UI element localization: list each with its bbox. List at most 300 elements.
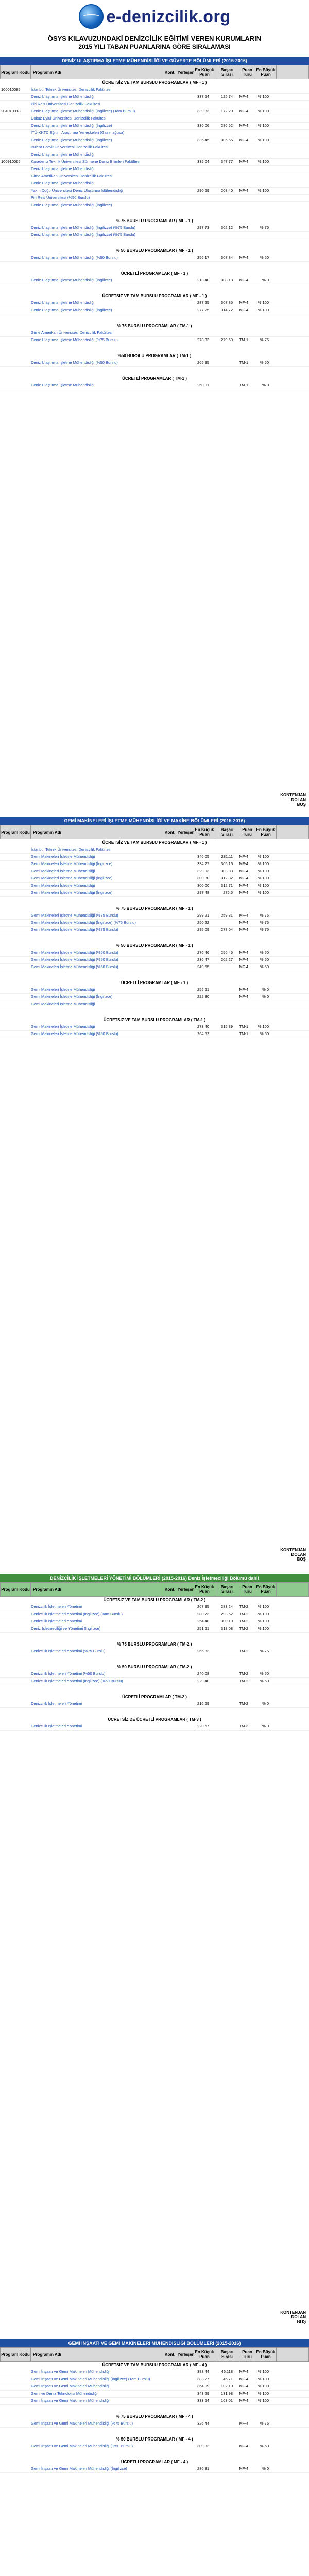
cell-yer	[174, 1671, 190, 1677]
column-p2: Puan Türü	[239, 825, 255, 839]
table-row	[0, 2443, 309, 2450]
cell-puan: 326,44	[197, 2421, 209, 2426]
cell-code	[0, 225, 30, 231]
cell-puan: 300,00	[197, 883, 209, 888]
cell-name[interactable]: Deniz Ulaştırma İşletme Mühendisliği	[31, 94, 95, 99]
cell-name[interactable]: Deniz Ulaştırma İşletme Mühendisliği (İngilizce) (%75 Burslu)	[31, 225, 135, 230]
group-spacer	[0, 2405, 309, 2413]
cell-yer	[174, 2376, 190, 2383]
section-totals	[280, 2310, 306, 2324]
table-row	[0, 255, 309, 262]
cell-name[interactable]: Deniz Ulaştırma İşletme Mühendisliği (İngilizce) (Tam Burslu)	[31, 109, 135, 113]
cell-kont	[159, 1625, 174, 1632]
section-3	[0, 2339, 309, 2576]
cell-name[interactable]: Denizcilik İşletmeleri Yönetimi (%75 Burslu)	[31, 1649, 106, 1653]
cell-s2: % 75	[260, 927, 269, 932]
cell-sira	[210, 173, 234, 180]
cell-puan: 249,55	[197, 964, 209, 969]
cell-name[interactable]: Girne Amerikan Üniversitesi Denizcilik Fakültesi	[31, 330, 113, 335]
cell-p2: MF-4	[239, 964, 248, 969]
cell-name[interactable]: Deniz Ulaştırma İşletme Mühendisliği	[31, 166, 95, 171]
cell-sira: 45.71	[223, 2377, 233, 2381]
cell-p2: MF-4	[239, 957, 248, 962]
cell-puan	[190, 232, 210, 239]
cell-sira: 281.11	[221, 854, 233, 859]
cell-code	[0, 1671, 30, 1677]
cell-yer	[174, 2383, 190, 2390]
cell-name[interactable]: Deniz Ulaştırma İşletme Mühendisliği (İngilizce) (%75 Burslu)	[31, 232, 135, 237]
cell-yer	[174, 166, 190, 173]
table-row	[0, 115, 309, 123]
cell-name[interactable]: Gemi ve Deniz Teknolojisi Mühendisliği	[31, 2391, 98, 2396]
cell-code	[0, 950, 30, 956]
cell-puan: 334,27	[197, 861, 209, 866]
cell-s2	[249, 330, 270, 336]
section-2	[0, 1574, 309, 2326]
cell-puan: 266,33	[197, 1649, 209, 1653]
group-label: ÜCRETSİZ VE TAM BURSLU PROGRAMLAR ( MF - 4 )	[102, 2363, 207, 2367]
table-row	[0, 1618, 309, 1625]
cell-code	[0, 846, 30, 853]
cell-yer	[174, 277, 190, 284]
cell-puan: 336,45	[197, 138, 209, 142]
cell-puan: 309,33	[197, 2444, 209, 2448]
column-sira: Başarı Sırası	[215, 2348, 239, 2361]
table-row	[0, 868, 309, 875]
cell-name[interactable]: Gemi Makineleri İşletme Mühendisliği	[31, 883, 95, 888]
cell-p2: MF-4	[239, 159, 248, 164]
column-code: Program Kodu	[1, 65, 31, 79]
cell-sira	[210, 151, 234, 158]
group-label: ÜCRETLİ PROGRAMLAR ( TM-1 )	[122, 376, 187, 381]
cell-s2: % 100	[258, 2377, 269, 2381]
cell-name[interactable]: Gemi Makineleri İşletme Mühendisliği	[31, 1024, 95, 1029]
cell-code	[0, 255, 30, 261]
cell-name[interactable]: Gemi Makineleri İşletme Mühendisliği (%75 Burslu)	[31, 927, 118, 932]
cell-code	[0, 300, 30, 307]
cell-s2: % 100	[258, 2369, 269, 2374]
cell-s2: % 50	[260, 1031, 269, 1036]
cell-name[interactable]: Deniz Ulaştırma İşletme Mühendisliği (İngilizce)	[31, 278, 112, 282]
cell-name[interactable]: İTÜ-KKTC Eğitim Araştırma Yerleşkeleri (Gazimağusa)	[31, 130, 125, 135]
cell-sira	[210, 964, 234, 971]
cell-s2: % 50	[260, 2444, 269, 2448]
cell-kont	[159, 2398, 174, 2404]
cell-name[interactable]: Piri Reis Üniversitesi (%50 Burslu)	[31, 195, 90, 200]
cell-s2: % 0	[262, 1724, 269, 1728]
cell-code	[0, 101, 30, 108]
cell-s2	[249, 202, 270, 209]
cell-puan: 297,73	[197, 225, 209, 230]
cell-p2	[234, 180, 249, 187]
cell-name[interactable]: Deniz Ulaştırma İşletme Mühendisliği (%50 Burslu)	[31, 255, 118, 260]
cell-puan: 383,44	[197, 2369, 209, 2374]
cell-sira	[210, 382, 234, 389]
cell-name[interactable]: Deniz Ulaştırma İşletme Mühendisliği	[31, 383, 95, 387]
cell-s2: % 100	[258, 1612, 269, 1616]
cell-sira	[210, 2420, 234, 2427]
table-row	[0, 957, 309, 964]
table-row	[0, 2376, 309, 2383]
cell-puan: 222,80	[197, 994, 209, 999]
cell-sira	[210, 330, 234, 336]
group-label: % 50 BURSLU PROGRAMLAR ( TM-2 )	[117, 1665, 192, 1669]
cell-code	[0, 854, 30, 860]
cell-sira	[210, 2466, 234, 2472]
cell-yer	[174, 2466, 190, 2472]
group-label: % 75 BURSLU PROGRAMLAR ( TM-2 )	[117, 1642, 192, 1647]
cell-s2: % 50	[260, 255, 269, 260]
cell-name[interactable]: Karadeniz Teknik Üniversitesi Sürmene Deniz Bilimleri Fakültesi	[31, 159, 141, 164]
cell-s2: % 100	[258, 138, 269, 142]
cell-name[interactable]: Denizcilik İşletmeleri Yönetimi	[31, 1604, 82, 1609]
cell-name[interactable]: Gemi Makineleri İşletme Mühendisliği (İngilizce)	[31, 861, 113, 866]
cell-s2: % 100	[258, 890, 269, 895]
cell-code	[0, 202, 30, 209]
table-row	[0, 1723, 309, 1731]
cell-sira	[210, 144, 234, 151]
cell-kont	[159, 2443, 174, 2450]
cell-puan	[190, 1001, 210, 1008]
cell-kont	[159, 307, 174, 314]
cell-sira: 256.45	[221, 950, 233, 955]
cell-p2: MF-4	[239, 94, 248, 99]
cell-name[interactable]: Gemi İnşaatı ve Gemi Makineleri Mühendisliği (İngilizce) (Tam Burslu)	[31, 2377, 150, 2381]
section-title: GEMİ İNŞAATI VE GEMİ MAKİNELERİ MÜHENDİSLİĞİ BÖLÜMLERİ (2015-2016)	[0, 2339, 309, 2347]
cell-code	[0, 987, 30, 993]
cell-name[interactable]: Gemi Makineleri İşletme Mühendisliği (%50 Burslu)	[31, 964, 118, 969]
table-row	[0, 123, 309, 130]
group-label: ÜCRETSİZ VE TAM BURSLU PROGRAMLAR ( TM-1 )	[103, 1018, 206, 1022]
cell-name[interactable]: Dokuz Eylül Üniversitesi Denizcilik Fakültesi	[31, 116, 107, 121]
cell-p2: MF-4	[239, 123, 248, 128]
cell-kont	[159, 1031, 174, 1038]
cell-name[interactable]: Deniz Ulaştırma İşletme Mühendisliği (İngilizce)	[31, 308, 112, 312]
cell-code	[0, 2391, 30, 2397]
cell-s2: % 100	[258, 1604, 269, 1609]
cell-puan: 251,61	[197, 1626, 209, 1631]
cell-s2: % 0	[262, 987, 269, 992]
cell-code	[0, 875, 30, 882]
cell-name[interactable]: Denizcilik İşletmeleri Yönetimi	[31, 1619, 82, 1623]
cell-s2	[249, 195, 270, 201]
cell-s2: % 0	[262, 383, 269, 387]
cell-yer	[174, 300, 190, 307]
cell-code	[0, 1024, 30, 1030]
cell-puan	[190, 144, 210, 151]
cell-code	[0, 1648, 30, 1655]
cell-s2: % 0	[262, 278, 269, 282]
cell-name[interactable]: Gemi Makineleri İşletme Mühendisliği	[31, 869, 95, 873]
cell-sira	[210, 1648, 234, 1655]
cell-s2: % 75	[260, 225, 269, 230]
group-label: % 75 BURSLU PROGRAMLAR ( TM-1 )	[117, 324, 192, 328]
cell-p2: MF-4	[239, 278, 248, 282]
cell-code	[0, 1625, 30, 1632]
cell-yer	[174, 846, 190, 853]
cell-name[interactable]: Gemi İnşaatı ve Gemi Makineleri Mühendisliği	[31, 2398, 110, 2403]
cell-name[interactable]: Gemi İnşaatı ve Gemi Makineleri Mühendisliği (%50 Burslu)	[31, 2444, 133, 2448]
table-row	[0, 360, 309, 367]
table-row	[0, 87, 309, 94]
cell-kont	[159, 987, 174, 993]
cell-p2: MF-4	[239, 225, 248, 230]
cell-name[interactable]: Gemi Makineleri İşletme Mühendisliği	[31, 1002, 95, 1006]
table-row	[0, 2466, 309, 2473]
cell-yer	[174, 920, 190, 926]
cell-yer	[174, 964, 190, 971]
cell-code	[0, 115, 30, 122]
cell-s2: % 100	[258, 2384, 269, 2388]
cell-name[interactable]: Denizcilik İşletmeleri Yönetimi (%50 Burslu)	[31, 1671, 106, 1676]
cell-name[interactable]: Gemi İnşaatı ve Gemi Makineleri Mühendisliği (%75 Burslu)	[31, 2421, 133, 2426]
totals-label: DOLAN	[291, 798, 306, 802]
cell-name[interactable]: İstanbul Teknik Üniversitesi Denizcilik Fakültesi	[31, 847, 112, 852]
cell-kont	[159, 115, 174, 122]
cell-puan: 286,81	[197, 2466, 209, 2471]
column-sira: Başarı Sırası	[215, 65, 239, 79]
cell-puan	[190, 846, 210, 853]
table-row	[0, 180, 309, 188]
cell-name[interactable]: Gemi İnşaatı ve Gemi Makineleri Mühendisliği	[31, 2369, 110, 2374]
cell-name[interactable]: İstanbul Teknik Üniversitesi Denizcilik Fakültesi	[31, 87, 112, 92]
cell-kont	[159, 360, 174, 366]
cell-p2	[234, 195, 249, 201]
cell-sira	[210, 87, 234, 93]
cell-puan: 280,73	[197, 1612, 209, 1616]
cell-kont	[159, 1678, 174, 1685]
cell-p2: TM-2	[239, 1679, 248, 1683]
cell-sira: 293.52	[221, 1612, 233, 1616]
cell-yer	[174, 195, 190, 201]
cell-puan	[190, 173, 210, 180]
cell-sira: 131.98	[221, 2391, 233, 2396]
table-row	[0, 94, 309, 101]
cell-p2	[234, 202, 249, 209]
cell-puan: 250,22	[197, 920, 209, 925]
cell-puan: 364,09	[197, 2384, 209, 2388]
cell-kont	[159, 2466, 174, 2472]
table-row	[0, 987, 309, 994]
cell-kont	[159, 300, 174, 307]
cell-name[interactable]: Gemi Makineleri İşletme Mühendisliği	[31, 854, 95, 859]
cell-name[interactable]: Deniz Ulaştırma İşletme Mühendisliği	[31, 152, 95, 157]
cell-sira: 202.27	[221, 957, 233, 962]
cell-p2: MF-4	[239, 950, 248, 955]
cell-p2: MF-4	[239, 890, 248, 895]
cell-puan: 213,40	[197, 278, 209, 282]
table-row	[0, 232, 309, 239]
column-p2: Puan Türü	[239, 65, 255, 79]
cell-sira: 163.01	[221, 2398, 233, 2403]
cell-s2: % 75	[260, 913, 269, 918]
cell-p2: MF-4	[239, 994, 248, 999]
cell-name[interactable]: Gemi Makineleri İşletme Mühendisliği (%50 Burslu)	[31, 1031, 118, 1036]
cell-name[interactable]: Deniz Ulaştırma İşletme Mühendisliği	[31, 300, 95, 305]
cell-code	[0, 2398, 30, 2404]
cell-kont	[159, 854, 174, 860]
cell-s2: % 0	[262, 1701, 269, 1706]
totals-label: KONTENJAN	[280, 2310, 306, 2315]
cell-yer	[174, 1001, 190, 1008]
cell-puan	[190, 202, 210, 209]
cell-sira	[210, 101, 234, 108]
cell-p2	[234, 166, 249, 173]
cell-code	[0, 2420, 30, 2427]
cell-p2: TM-2	[239, 1626, 248, 1631]
table-row	[0, 202, 309, 209]
cell-sira: 318.08	[221, 1626, 233, 1631]
cell-yer	[174, 1024, 190, 1030]
cell-kont	[159, 277, 174, 284]
table-row	[0, 920, 309, 927]
totals-label: DOLAN	[291, 2315, 306, 2319]
cell-name[interactable]: Denizcilik İşletmeleri Yönetimi	[31, 1724, 82, 1728]
table-row	[0, 300, 309, 307]
cell-name[interactable]: Deniz Ulaştırma İşletme Mühendisliği (İngilizce)	[31, 202, 112, 207]
cell-p2: TM-2	[239, 1701, 248, 1706]
cell-code	[0, 1723, 30, 1730]
cell-yer	[174, 101, 190, 108]
cell-sira	[210, 1678, 234, 1685]
section-totals	[280, 1548, 306, 1562]
cell-name[interactable]: Gemi Makineleri İşletme Mühendisliği (%75 Burslu)	[31, 913, 118, 918]
cell-kont	[159, 957, 174, 963]
totals-label: BOŞ	[297, 802, 306, 807]
cell-yer	[174, 123, 190, 129]
column-p2: Puan Türü	[239, 2348, 255, 2361]
group-spacer	[0, 209, 309, 217]
cell-code	[0, 180, 30, 187]
cell-sira: 305.16	[221, 861, 233, 866]
cell-code	[0, 1611, 30, 1618]
column-name: Programın Adı	[31, 2348, 162, 2361]
cell-kont	[159, 159, 174, 165]
cell-puan: 300,80	[197, 876, 209, 880]
cell-p2: MF-4	[239, 861, 248, 866]
group-spacer	[0, 1731, 309, 1739]
group-label: % 50 BURSLU PROGRAMLAR ( MF - 1 )	[116, 943, 193, 948]
cell-kont	[159, 994, 174, 1001]
cell-yer	[174, 159, 190, 165]
cell-kont	[159, 188, 174, 194]
cell-name[interactable]: Gemi İnşaatı ve Gemi Makineleri Mühendisliği (İngilizce)	[31, 2466, 127, 2471]
cell-sira: 300.10	[221, 1619, 233, 1623]
group-spacer	[0, 239, 309, 247]
cell-p2: MF-4	[239, 2391, 248, 2396]
group-label: ÜCRETSİZ DE ÜCRETLİ PROGRAMLAR ( TM-3 )	[108, 1717, 201, 1722]
cell-name[interactable]: Girne Amerikan Üniversitesi Denizcilik Fakültesi	[31, 174, 113, 178]
cell-code	[0, 337, 30, 344]
cell-name[interactable]: Denizcilik İşletmeleri Yönetimi (İngilizce) (%50 Burslu)	[31, 1679, 123, 1683]
cell-name[interactable]: Deniz Ulaştırma İşletme Mühendisliği (%75 Burslu)	[31, 337, 118, 342]
cell-name[interactable]: Gemi İnşaatı ve Gemi Makineleri Mühendisliği	[31, 2384, 110, 2388]
cell-s2: % 100	[258, 1024, 269, 1029]
cell-p2	[234, 87, 249, 93]
cell-puan	[190, 101, 210, 108]
cell-s2: % 100	[258, 1619, 269, 1623]
cell-name[interactable]: Denizcilik İşletmeleri Yönetimi (İngilizce) (Tam Burslu)	[31, 1612, 123, 1616]
cell-name[interactable]: Deniz Ulaştırma İşletme Mühendisliği (İngilizce)	[31, 138, 112, 142]
cell-name[interactable]: Piri Reis Üniversitesi Denizcilik Fakültesi	[31, 101, 100, 106]
cell-p2	[234, 232, 249, 239]
cell-sira	[210, 1723, 234, 1730]
table-row	[0, 890, 309, 897]
site-logo[interactable]	[79, 4, 231, 29]
column-p2: Puan Türü	[239, 1583, 255, 1596]
column-header	[0, 1582, 309, 1597]
cell-s2	[249, 101, 270, 108]
cell-s2: % 75	[260, 1649, 269, 1653]
group-label: % 50 BURSLU PROGRAMLAR ( MF - 1 )	[116, 248, 193, 253]
cell-name[interactable]: Gemi Makineleri İşletme Mühendisliği (İngilizce) (%75 Burslu)	[31, 920, 136, 925]
cell-name[interactable]: Gemi Makineleri İşletme Mühendisliği (İngilizce)	[31, 890, 113, 895]
cell-name[interactable]: Yakın Doğu Üniversitesi Deniz Ulaştırma Mühendisliği	[31, 188, 123, 193]
cell-yer	[174, 188, 190, 194]
cell-kont	[159, 883, 174, 889]
cell-kont	[159, 1648, 174, 1655]
cell-code	[0, 2466, 30, 2472]
cell-s2: % 100	[258, 861, 269, 866]
cell-kont	[159, 108, 174, 115]
table-row	[0, 2383, 309, 2391]
column-code: Program Kodu	[1, 2348, 31, 2361]
cell-puan: 267,95	[197, 1604, 209, 1609]
cell-name[interactable]: Gemi Makineleri İşletme Mühendisliği	[31, 987, 95, 992]
cell-yer	[174, 382, 190, 389]
table-row	[0, 151, 309, 159]
cell-kont	[159, 2369, 174, 2376]
cell-p2: MF-4	[239, 255, 248, 260]
cell-name[interactable]: Gemi Makineleri İşletme Mühendisliği (%50 Burslu)	[31, 957, 118, 962]
cell-puan: 339,83	[197, 109, 209, 113]
cell-p2: MF-4	[239, 2384, 248, 2388]
cell-s2	[249, 87, 270, 93]
table-row	[0, 1701, 309, 1708]
cell-code	[0, 307, 30, 314]
cell-s2: % 50	[260, 950, 269, 955]
cell-kont	[159, 920, 174, 926]
cell-name[interactable]: Deniz Ulaştırma İşletme Mühendisliği (%50 Burslu)	[31, 360, 118, 365]
cell-name[interactable]: Gemi Makineleri İşletme Mühendisliği (İngilizce)	[31, 876, 113, 880]
cell-name[interactable]: Deniz Ulaştırma İşletme Mühendisliği	[31, 181, 95, 185]
cell-kont	[159, 151, 174, 158]
cell-yer	[174, 1031, 190, 1038]
cell-name[interactable]: Bülent Ecevit Üniversitesi Denizcilik Fakültesi	[31, 145, 109, 149]
cell-yer	[174, 2398, 190, 2404]
cell-name[interactable]: Gemi Makineleri İşletme Mühendisliği (%50 Burslu)	[31, 950, 118, 955]
cell-yer	[174, 232, 190, 239]
cell-name[interactable]: Gemi Makineleri İşletme Mühendisliği (İngilizce)	[31, 994, 113, 999]
cell-name[interactable]: Denizcilik İşletmeleri Yönetimi	[31, 1701, 82, 1706]
cell-name[interactable]: Deniz Ulaştırma İşletme Mühendisliği (İngilizce)	[31, 123, 112, 128]
cell-yer	[174, 912, 190, 919]
cell-kont	[159, 144, 174, 151]
cell-p2: TM-1	[239, 360, 248, 365]
cell-s2: % 50	[260, 360, 269, 365]
cell-kont	[159, 927, 174, 934]
group-spacer	[0, 314, 309, 323]
cell-p2	[234, 173, 249, 180]
cell-sira: 125.74	[221, 94, 233, 99]
table-row	[0, 2420, 309, 2428]
column-sira: Başarı Sırası	[215, 1583, 239, 1596]
cell-p2	[234, 1001, 249, 1008]
cell-name[interactable]: Deniz İşletmeciliği ve Yönetimi (İngilizce)	[31, 1626, 101, 1631]
cell-kont	[159, 225, 174, 231]
table-row	[0, 2391, 309, 2398]
group-spacer	[0, 897, 309, 905]
